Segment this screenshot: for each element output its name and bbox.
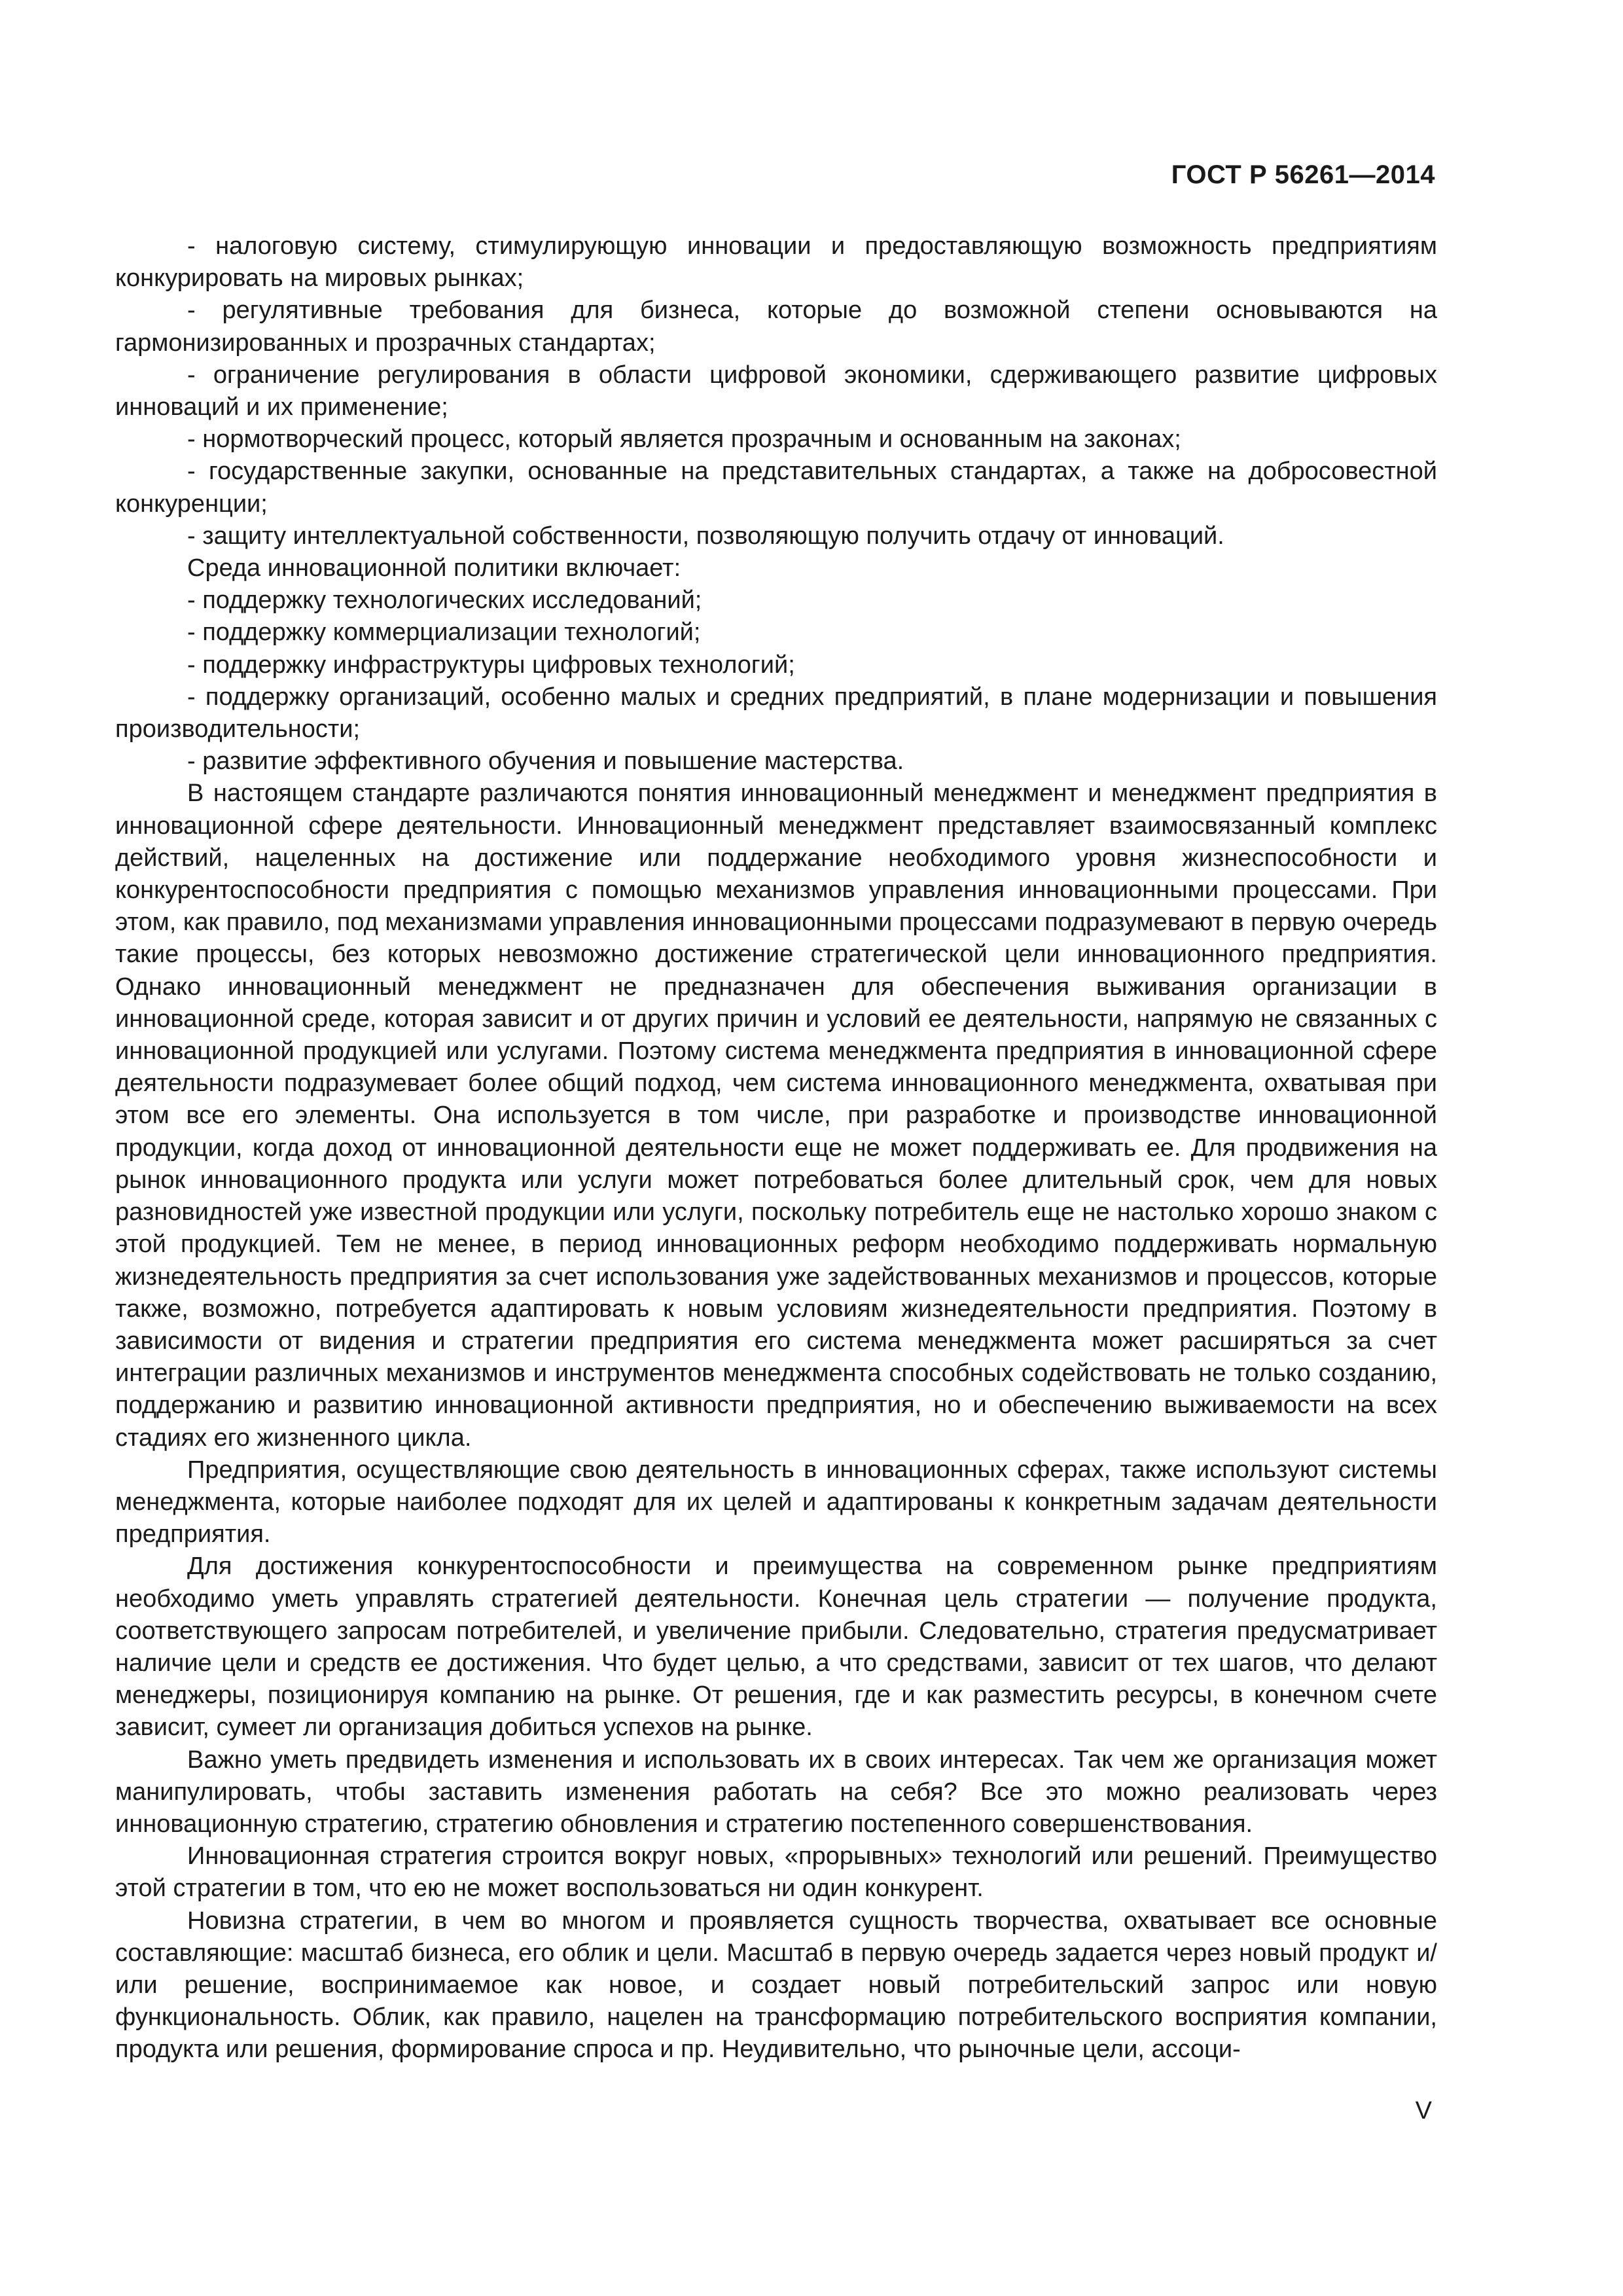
paragraph: Среда инновационной политики включает: [187,554,681,583]
paragraph: - ограничение регулирования в области цифровой экономики, сдерживающего развитие цифровых инноваций и их применение; [115,361,1437,422]
paragraph: - развитие эффективного обучения и повышение мастерства. [187,747,904,776]
paragraph: - нормотворческий процесс, который является прозрачным и основанным на законах; [187,425,1181,454]
paragraph: - налоговую систему, стимулирующую инновации и предоставляющую возможность предприятиям конкурировать на мировых рынках; [115,232,1437,293]
paragraph: Инновационная стратегия строится вокруг новых, «прорывных» технологий или решений. Преимущество этой стратегии в том, что ею не может воспользоваться ни один конкурент. [115,1842,1437,1903]
paragraph: Новизна стратегии, в чем во многом и проявляется сущность творчества, охватывает все основные составляющие: масштаб бизнеса, его облик и цели. Масштаб в первую очередь задается через новый продукт и/или решение, воспринимаемое как новое, и создает новый потребительский запрос или новую функциональность. Облик, как правило, нацелен на трансформацию потребительского восприятия компании, продукта или решения, формирование спроса и пр. Неудивительно, что рыночные цели, ассоци- [115,1907,1437,2064]
body-text [115,230,1437,2066]
paragraph: - поддержку технологических исследований; [187,586,702,615]
paragraph: - поддержку коммерциализации технологий; [187,619,701,647]
paragraph: Для достижения конкурентоспособности и преимущества на современном рынке предприятиям необходимо уметь управлять стратегией деятельности. Конечная цель стратегии — получение продукта, соответствующего запросам потребителей, и увеличение прибыли. Следовательно, стратегия предусматривает наличие цели и средств ее достижения. Что будет целью, а что средствами, зависит от тех шагов, что делают менеджеры, позиционируя компанию на рынке. От решения, где и как разместить ресурсы, в конечном счете зависит, сумеет ли организация добиться успехов на рынке. [115,1552,1437,1742]
paragraph: - регулятивные требования для бизнеса, которые до возможной степени основываются на гармонизированных и прозрачных стандартах; [115,296,1437,357]
paragraph: Предприятия, осуществляющие свою деятельность в инновационных сферах, также используют системы менеджмента, которые наиболее подходят для их целей и адаптированы к конкретным задачам деятельности предприятия. [115,1456,1437,1549]
paragraph: Важно уметь предвидеть изменения и использовать их в своих интересах. Так чем же организация может манипулировать, чтобы заставить изменения работать на себя? Все это можно реализовать через инновационную стратегию, стратегию обновления и стратегию постепенного совершенствования. [115,1746,1437,1838]
paragraph: - государственные закупки, основанные на представительных стандартах, а также на добросовестной конкуренции; [115,457,1437,518]
standard-header: ГОСТ Р 56261—2014 [1171,160,1435,189]
paragraph: - поддержку инфраструктуры цифровых технологий; [187,651,795,679]
paragraph: - поддержку организаций, особенно малых и средних предприятий, в плане модернизации и повышения производительности; [115,683,1437,744]
paragraph: В настоящем стандарте различаются понятия инновационный менеджмент и менеджмент предприятия в инновационной сфере деятельности. Инновационный менеджмент представляет взаимосвязанный комплекс действий, нацеленных на достижение или поддержание необходимого уровня жизнеспособности и конкурентоспособности предприятия с помощью механизмов управления инновационными процессами. При этом, как правило, под механизмами управления инновационными процессами подразумевают в первую очередь такие процессы, без которых невозможно достижение стратегической цели инновационного предприятия. Однако инновационный менеджмент не предназначен для обеспечения выживания организации в инновационной среде, которая зависит и от других причин и условий ее деятельности, напрямую не связанных с инновационной продукцией или услугами. Поэтому система менеджмента предприятия в инновационной сфере деятельности подразумевает более общий подход, чем система инновационного менеджмента, охватывая при этом все его элементы. Она используется в том числе, при разработке и производстве инновационной продукции, когда доход от инновационной деятельности еще не может поддерживать ее. Для продвижения на рынок инновационного продукта или услуги может потребоваться более длительный срок, чем для новых разновидностей уже известной продукции или услуги, поскольку потребитель еще не настолько хорошо знаком с этой продукцией. Тем не менее, в период инновационных реформ необходимо поддерживать нормальную жизнедеятельность предприятия за счет использования уже задействованных механизмов и процессов, которые также, возможно, потребуется адаптировать к новым условиям жизнедеятельности предприятия. Поэтому в зависимости от видения и стратегии предприятия его система менеджмента может расширяться за счет интеграции различных механизмов и инструментов менеджмента способных содействовать не только созданию, поддержанию и развитию инновационной активности предприятия, но и обеспечению выживаемости на всех стадиях его жизненного цикла. [115,780,1437,1452]
paragraph: - защиту интеллектуальной собственности, позволяющую получить отдачу от инноваций. [187,522,1224,550]
page-number: V [1415,2097,1432,2125]
